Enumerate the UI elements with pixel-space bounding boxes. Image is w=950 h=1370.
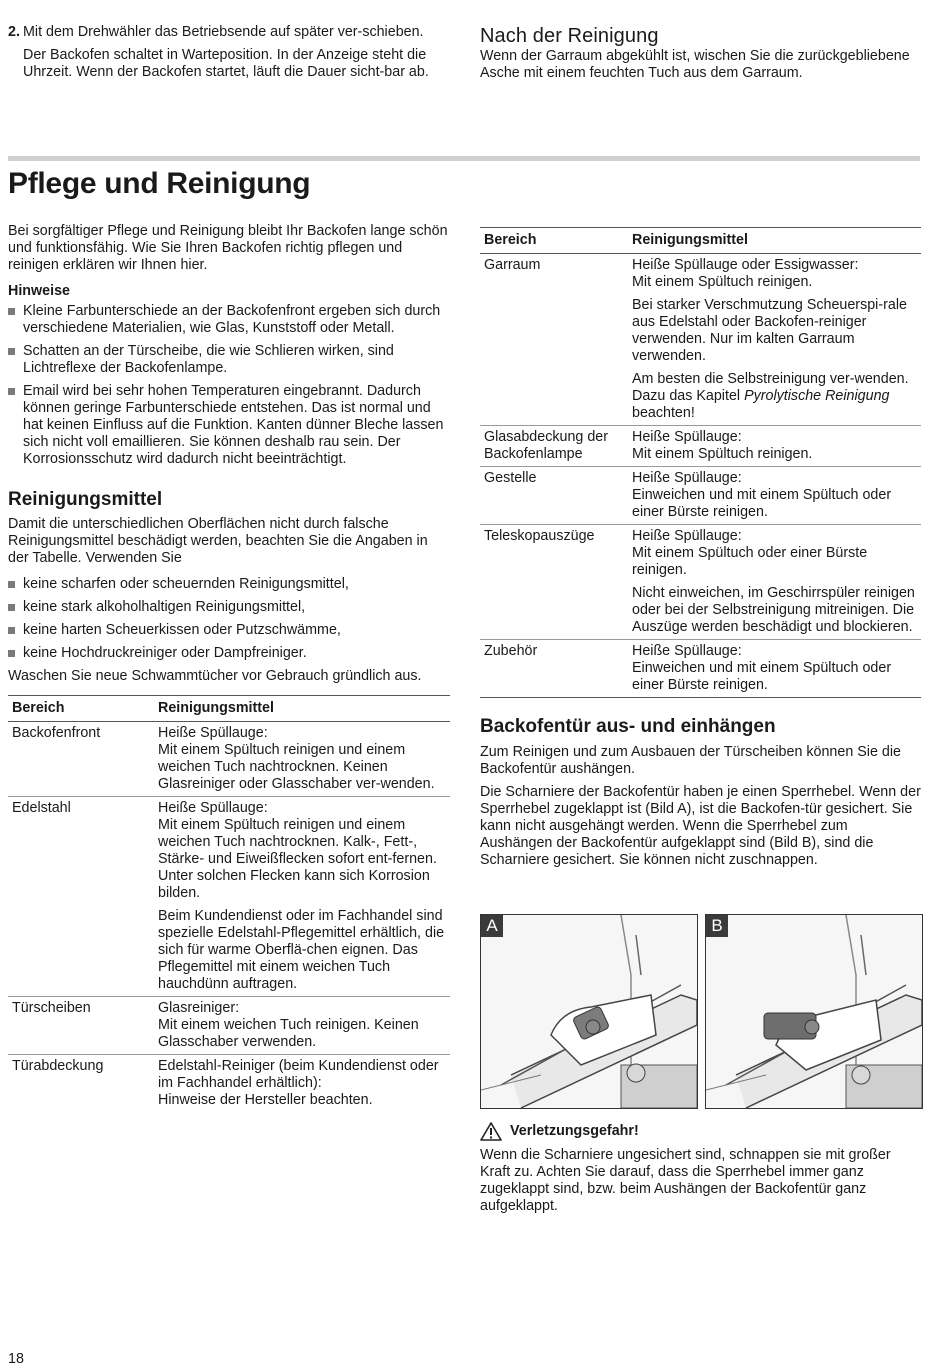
section-title: Nach der Reinigung	[480, 25, 659, 47]
step-text: Mit dem Drehwähler das Betriebsende auf später ver-schieben.	[23, 24, 424, 40]
table-row	[480, 426, 921, 467]
table-header-row	[480, 228, 921, 254]
warning-triangle-icon	[480, 1122, 502, 1141]
table-row	[8, 722, 450, 797]
right-column	[480, 227, 921, 875]
table-row	[8, 1055, 450, 1113]
list-item: Kleine Farbunterschiede an der Backofenfront ergeben sich durch verschiedene Materialien, wie Glas, Kunststoff oder Metall.	[8, 303, 450, 337]
list-item: keine Hochdruckreiniger oder Dampfreiniger.	[8, 645, 450, 662]
list-item: keine stark alkoholhaltigen Reinigungsmittel,	[8, 599, 450, 616]
table-row	[480, 640, 921, 698]
list-item: keine scharfen oder scheuernden Reinigungsmittel,	[8, 576, 450, 593]
table-cell-area: Teleskopauszüge	[480, 525, 628, 640]
table-cell-area: Garraum	[480, 254, 628, 426]
table-row	[480, 525, 921, 640]
hinge-figure-b	[705, 914, 923, 1109]
hinge-closed-illustration	[481, 915, 697, 1108]
table-cell-agent: Heiße Spüllauge: Mit einem Spültuch oder einer Bürste reinigen. Nicht einweichen, im Geschirrspüler reinigen oder bei der Selbstreinigung mitreinigen. Die Auszüge werden beschädigt und blockieren.	[628, 525, 921, 640]
section-text: Wenn der Garraum abgekühlt ist, wischen Sie die zurückgebliebene Asche mit einem feuchten Tuch aus dem Garraum.	[480, 48, 910, 81]
table-cell-area: Türabdeckung	[12, 1058, 104, 1074]
table-cell-area: Gestelle	[480, 467, 628, 525]
square-bullet-icon	[8, 650, 15, 657]
column-header-reinigungsmittel: Reinigungsmittel	[154, 696, 450, 722]
table-cell-area: Türscheiben	[8, 997, 154, 1055]
list-item: Email wird bei sehr hohen Temperaturen eingebrannt. Dadurch können geringe Farbunterschiede entstehen. Das ist normal und hat keinen Einfluss auf die Funktion. Kanten dünner Bleche lassen sich nicht voll emaillieren. Sie können deshalb rau sein. Der Korrosionsschutz wird dadurch nicht beeinträchtigt.	[8, 383, 450, 468]
square-bullet-icon	[8, 604, 15, 611]
column-header-bereich: Bereich	[480, 228, 628, 254]
figure-label-b: B	[706, 915, 728, 937]
table-cell-agent: Heiße Spüllauge: Mit einem Spültuch reinigen und einem weichen Tuch nachtrocknen. Kalk-, Fett-, Stärke- und Eiweißflecken sofort ent-fernen. Unter solchen Flecken kann sich Korrosion bilden. Beim Kundendienst oder im Fachhandel sind spezielle Edelstahl-Pflegemittel erhältlich, die sich für warme Oberflä-chen eignen. Das Pflegemittel mit einem weichen Tuch hauchdünn auftragen.	[154, 797, 450, 997]
cleaning-table-left	[8, 695, 450, 1112]
section-divider	[8, 156, 920, 161]
square-bullet-icon	[8, 581, 15, 588]
intro-text: Bei sorgfältiger Pflege und Reinigung bleibt Ihr Backofen lange schön und funktionsfähig. Wie Sie Ihren Backofen richtig pflegen und reinigen erklären wir Ihnen hier.	[8, 223, 448, 273]
table-cell-area: Edelstahl	[8, 797, 154, 997]
left-column	[8, 223, 450, 1112]
table-header-row	[8, 696, 450, 722]
square-bullet-icon	[8, 348, 15, 355]
warning-title: Verletzungsgefahr!	[510, 1123, 639, 1139]
hinge-open-illustration	[706, 915, 922, 1108]
warning-block	[480, 1122, 921, 1215]
table-cell-area: Zubehör	[480, 640, 628, 698]
square-bullet-icon	[8, 627, 15, 634]
backofentuer-p1: Zum Reinigen und zum Ausbauen der Türscheiben können Sie die Backofentür aushängen.	[480, 744, 901, 777]
table-cell-agent: Heiße Spüllauge: Mit einem Spültuch reinigen und einem weichen Tuch nachtrocknen. Keinen Glasreiniger oder Glasschaber ver-wenden.	[154, 722, 450, 797]
hinge-figure-a	[480, 914, 698, 1109]
square-bullet-icon	[8, 308, 15, 315]
backofentuer-p2: Die Scharniere der Backofentür haben je einen Sperrhebel. Wenn der Sperrhebel zugeklappt ist (Bild A), ist die Backofen-tür gesichert. Sie kann nicht ausgehängt werden. Wenn die Sperrhebel zum Aushängen der Backofentür aufgeklappt sind (Bild B), sind die Scharniere gesichert. Sie können nicht zuschnappen.	[480, 784, 921, 868]
figure-label-a: A	[481, 915, 503, 937]
warning-text: Wenn die Scharniere ungesichert sind, schnappen sie mit großer Kraft zu. Achten Sie darauf, dass die Sperrhebel immer ganz zugeklappt sind, bzw. beim Aushängen der Backofentür ganz aufgeklappt.	[480, 1147, 891, 1214]
table-row	[480, 254, 921, 426]
table-row	[480, 467, 921, 525]
list-item: Schatten an der Türscheibe, die wie Schlieren wirken, sind Lichtreflexe der Backofenlampe.	[8, 343, 450, 377]
hinweise-list	[8, 303, 450, 468]
table-cell-agent: Edelstahl-Reiniger (beim Kundendienst oder im Fachhandel erhältlich): Hinweise der Hersteller beachten.	[158, 1058, 439, 1108]
table-cell-agent: Heiße Spüllauge oder Essigwasser: Mit einem Spültuch reinigen. Bei starker Verschmutzung Scheuerspi-rale aus Edelstahl oder Backofen-reiniger verwenden. Nur im kalten Garraum verwenden. Am besten die Selbstreinigung ver-wenden. Dazu das Kapitel Pyrolytische Reinigung beachten!	[628, 254, 921, 426]
nach-der-reinigung-section	[480, 24, 920, 82]
chapter-reference: Pyrolytische Reinigung	[744, 388, 890, 404]
column-header-bereich: Bereich	[8, 696, 154, 722]
step-2	[8, 24, 448, 81]
step-result: Der Backofen schaltet in Warteposition. In der Anzeige steht die Uhrzeit. Wenn der Backofen startet, läuft die Dauer sicht-bar ab.	[23, 47, 429, 80]
backofentuer-title: Backofentür aus- und einhängen	[480, 716, 776, 737]
table-cell-agent: Heiße Spüllauge: Mit einem Spültuch reinigen.	[628, 426, 921, 467]
hinweise-title: Hinweise	[8, 283, 70, 299]
table-cell-agent: Heiße Spüllauge: Einweichen und mit einem Spültuch oder einer Bürste reinigen.	[628, 467, 921, 525]
table-row	[8, 997, 450, 1055]
list-item: keine harten Scheuerkissen oder Putzschwämme,	[8, 622, 450, 639]
page-title: Pflege und Reinigung	[8, 167, 311, 200]
reinigungsmittel-title: Reinigungsmittel	[8, 489, 163, 510]
table-cell-agent: Heiße Spüllauge: Einweichen und mit einem Spültuch oder einer Bürste reinigen.	[628, 640, 921, 698]
table-cell-area: Backofenfront	[8, 722, 154, 797]
reinigungsmittel-intro: Damit die unterschiedlichen Oberflächen nicht durch falsche Reinigungsmittel beschädigt werden, beachten Sie die Angaben in der Tabelle. Verwenden Sie	[8, 516, 428, 566]
reinigungsmittel-outro: Waschen Sie neue Schwammtücher vor Gebrauch gründlich aus.	[8, 668, 422, 684]
step-number: 2.	[8, 24, 20, 40]
table-cell-agent: Glasreiniger: Mit einem weichen Tuch reinigen. Keinen Glasschaber verwenden.	[154, 997, 450, 1055]
table-cell-area: Glasabdeckung der Backofenlampe	[480, 426, 628, 467]
table-row	[8, 797, 450, 997]
square-bullet-icon	[8, 388, 15, 395]
warning-header	[480, 1122, 921, 1141]
cleaning-table-right	[480, 227, 921, 698]
reinigungsmittel-list	[8, 576, 450, 662]
column-header-reinigungsmittel: Reinigungsmittel	[628, 228, 921, 254]
page-number: 18	[8, 1351, 24, 1367]
